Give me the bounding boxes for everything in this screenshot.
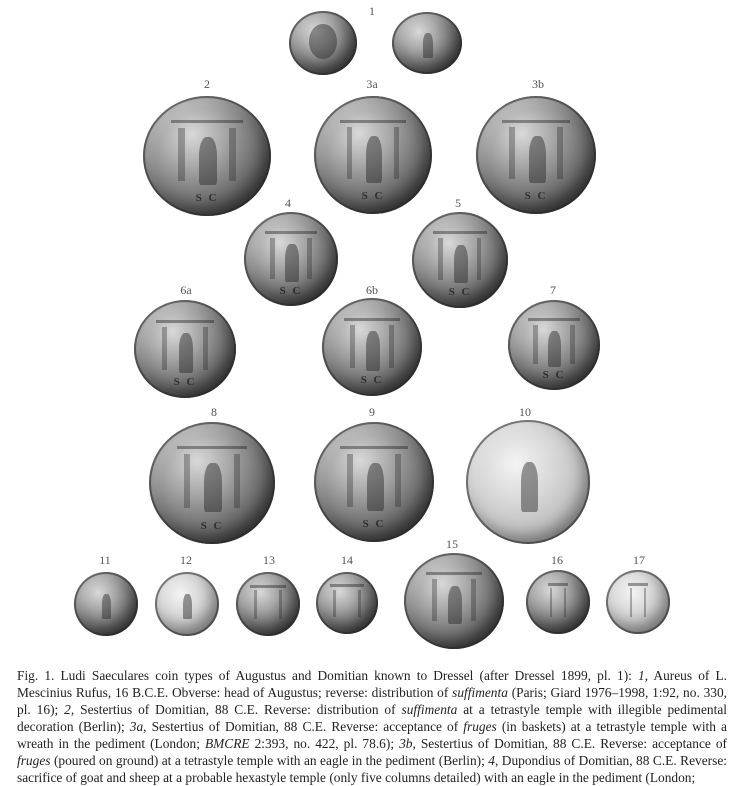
coin-1-reverse xyxy=(392,12,462,74)
coin-3a xyxy=(314,96,432,214)
coin-16 xyxy=(526,570,590,634)
coin-legend: S C xyxy=(200,519,224,532)
caption-reference: BMCRE xyxy=(204,736,250,751)
caption-item: 4 xyxy=(488,753,495,768)
coin-2 xyxy=(143,96,271,216)
caption-text: , Sestertius of Domitian, 88 C.E. Reverse: acceptance of xyxy=(143,719,464,734)
coin-13 xyxy=(236,572,300,636)
caption-text: 2:393, no. 422, pl. 78.6); xyxy=(249,736,400,751)
caption-item: 3b xyxy=(399,736,413,751)
caption-term: fruges xyxy=(17,753,51,768)
caption-text: at a tetrastyle temple with illegible pedimental decoration (Berlin); xyxy=(17,702,727,734)
coin-number-12: 12 xyxy=(180,553,192,567)
coin-number-11: 11 xyxy=(99,553,111,567)
caption-term: suffimenta xyxy=(401,702,458,717)
coin-number-13: 13 xyxy=(263,553,275,567)
coin-number-7: 7 xyxy=(550,283,556,297)
coin-legend: S C xyxy=(542,369,566,381)
coin-legend: S C xyxy=(448,286,472,299)
caption-text: (in baskets) at a tetrastyle temple with a wreath in the pediment (London; xyxy=(17,719,727,751)
coin-legend: S C xyxy=(173,376,197,389)
caption-text: , Dupondius of Domitian, 88 C.E. Reverse: sacrifice of goat and sheep at a probable hexastyle temple (only five columns detailed) with an eagle in the pediment (London; xyxy=(17,753,727,785)
coin-legend: S C xyxy=(195,192,219,204)
coin-10 xyxy=(466,420,590,544)
coin-number-9: 9 xyxy=(369,405,375,419)
coin-7 xyxy=(508,300,600,390)
caption-item: 1 xyxy=(637,668,645,683)
coin-15 xyxy=(404,553,504,649)
coin-number-8: 8 xyxy=(211,405,217,419)
coin-number-6a: 6a xyxy=(180,283,192,297)
caption-term: suffimenta xyxy=(452,685,508,700)
coin-legend: S C xyxy=(362,518,386,530)
caption-text: , Sestertius of Domitian, 88 C.E. Reverse: acceptance of xyxy=(412,736,728,751)
coin-17 xyxy=(606,570,670,634)
coin-14 xyxy=(316,572,378,634)
coin-8 xyxy=(149,422,275,544)
caption-label: Fig. 1. xyxy=(17,668,55,683)
coin-number-10: 10 xyxy=(519,405,531,419)
coin-4 xyxy=(244,212,338,306)
coin-legend: S C xyxy=(361,190,385,203)
figure-caption xyxy=(17,667,727,786)
coin-12 xyxy=(155,572,219,636)
coin-number-16: 16 xyxy=(551,553,563,567)
coin-1-obverse xyxy=(289,11,357,75)
coin-number-6b: 6b xyxy=(366,283,378,297)
caption-text: (Paris; Giard 1976–1998, 1:92, no. 330, pl. 16); xyxy=(17,685,728,717)
coin-number-1: 1 xyxy=(369,4,375,18)
coin-number-14: 14 xyxy=(341,553,353,567)
coin-number-5: 5 xyxy=(455,196,461,210)
caption-text: , Sestertius of Domitian, 88 C.E. Reverse: distribution of xyxy=(70,702,402,717)
caption-item: 3a xyxy=(129,719,144,734)
caption-text: Ludi Saeculares coin types of Augustus and Domitian known to Dressel (after Dressel 1899, pl. 1): xyxy=(54,668,638,683)
caption-text: (poured on ground) at a tetrastyle temple with an eagle in the pediment (Berlin); xyxy=(50,753,489,768)
coin-number-3b: 3b xyxy=(532,77,544,91)
coin-number-3a: 3a xyxy=(366,77,378,91)
coin-legend: S C xyxy=(279,284,303,297)
coin-number-4: 4 xyxy=(285,196,291,210)
coin-9 xyxy=(314,422,434,542)
coin-6b xyxy=(322,298,422,396)
coin-6a xyxy=(134,300,236,398)
coin-number-15: 15 xyxy=(446,537,458,551)
coin-3b xyxy=(476,96,596,214)
coin-5 xyxy=(412,212,508,308)
coin-number-2: 2 xyxy=(204,77,210,91)
coin-11 xyxy=(74,572,138,636)
coin-legend: S C xyxy=(524,190,548,203)
coin-legend: S C xyxy=(360,374,384,387)
caption-item: 2 xyxy=(64,702,71,717)
coin-number-17: 17 xyxy=(633,553,645,567)
caption-text: , Aureus of L. Mescinius Rufus, 16 B.C.E. Obverse: head of Augustus; reverse: distribution of xyxy=(17,668,727,700)
caption-term: fruges xyxy=(463,719,497,734)
